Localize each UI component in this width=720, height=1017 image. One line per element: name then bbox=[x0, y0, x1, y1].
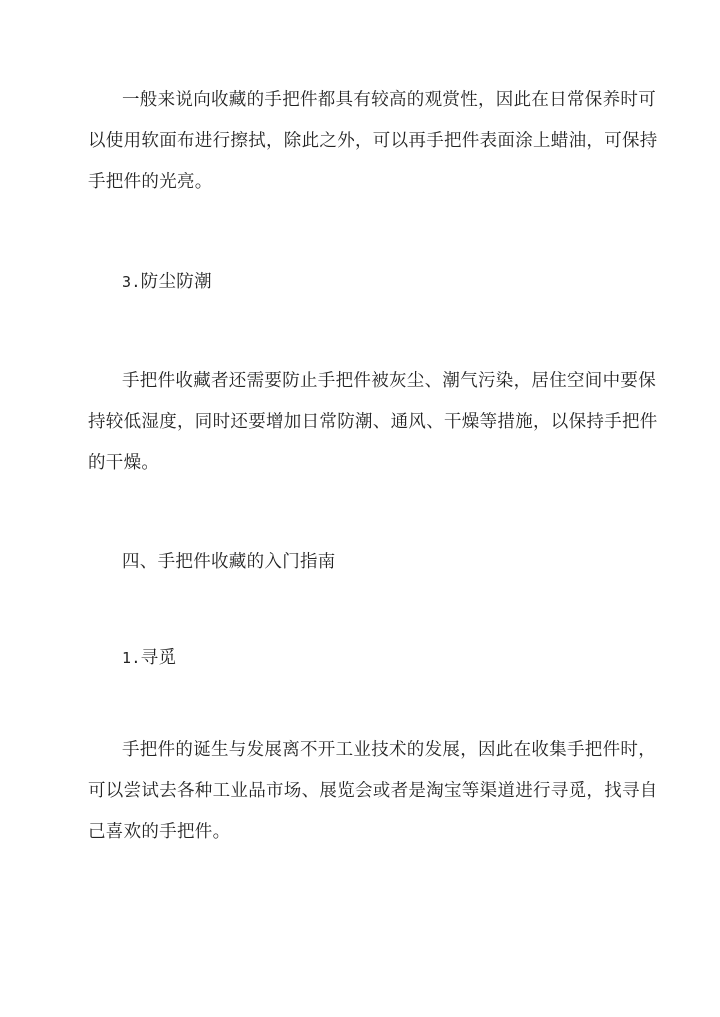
section-heading-text: 四、手把件收藏的入门指南 bbox=[122, 552, 336, 572]
paragraph-line: 手把件收藏者还需要防止手把件被灰尘、潮气污染，居住空间中要保 bbox=[122, 371, 656, 391]
paragraph-search bbox=[88, 730, 658, 853]
paragraph-care bbox=[88, 80, 658, 203]
subheading-text: 寻觅 bbox=[140, 648, 177, 668]
paragraph-line: 可以尝试去各种工业品市场、展览会或者是淘宝等渠道进行寻觅，找寻自 bbox=[88, 781, 658, 801]
subheading-dust-moisture bbox=[122, 262, 212, 303]
paragraph-line: 手把件的诞生与发展离不开工业技术的发展，因此在收集手把件时， bbox=[122, 740, 656, 760]
subheading-text: 防尘防潮 bbox=[140, 272, 212, 292]
paragraph-line: 以使用软面布进行擦拭，除此之外，可以再手把件表面涂上蜡油，可保持 bbox=[88, 131, 658, 151]
paragraph-line: 一般来说向收藏的手把件都具有较高的观赏性，因此在日常保养时可 bbox=[122, 90, 656, 110]
paragraph-line: 持较低湿度，同时还要增加日常防潮、通风、干燥等措施，以保持手把件 bbox=[88, 412, 658, 432]
subheading-number: 1. bbox=[122, 649, 141, 667]
subheading-number: 3. bbox=[122, 273, 141, 291]
section-heading-guide bbox=[122, 542, 336, 583]
paragraph-line: 己喜欢的手把件。 bbox=[88, 822, 231, 842]
paragraph-dust-moisture bbox=[88, 361, 658, 484]
paragraph-line: 手把件的光亮。 bbox=[88, 172, 213, 192]
paragraph-line: 的干燥。 bbox=[88, 453, 160, 473]
subheading-search bbox=[122, 638, 176, 679]
